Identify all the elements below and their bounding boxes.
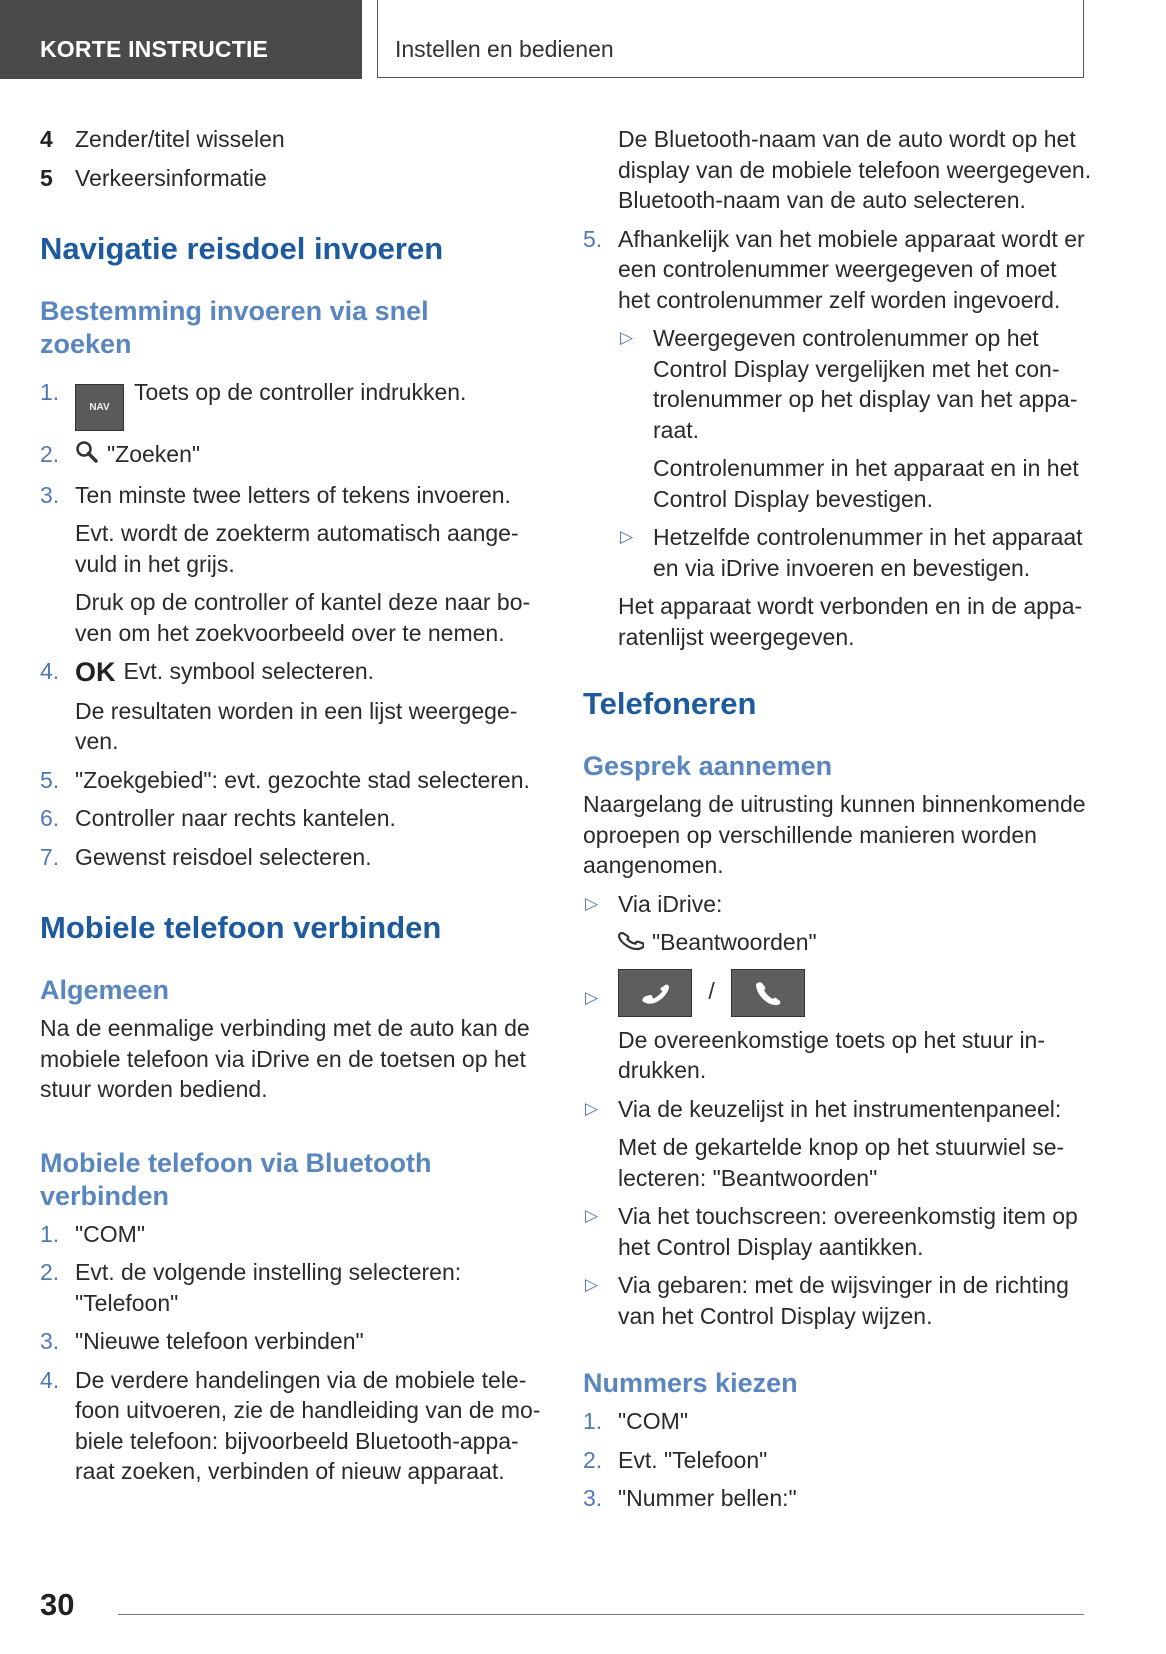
step-number: 2.	[40, 441, 60, 467]
bullet-text: Weergegeven controlenummer op het Control Display vergelijken met het controlenummer op het display van het apparaat.	[653, 325, 1078, 443]
step-item	[40, 480, 545, 511]
step-text: "Zoekgebied": evt. gezochte stad selecteren.	[75, 766, 530, 793]
heading-quick-search: Bestemming invoeren via snel zoeken	[40, 296, 429, 359]
step-item	[40, 803, 545, 834]
bullet-item	[583, 1094, 1093, 1125]
heading-navigation: Navigatie reisdoel invoeren	[40, 231, 444, 266]
ok-icon: OK	[75, 657, 116, 688]
bullet-note: Met de gekartelde knop op het stuurwiel selecteren: "Beantwoorden"	[618, 1134, 1065, 1191]
bullet-item	[583, 889, 1093, 920]
step-number: 2.	[583, 1446, 603, 1473]
step-text: "Nieuwe telefoon verbinden"	[75, 1328, 364, 1355]
step-number: 5.	[583, 225, 603, 252]
step-text: "COM"	[75, 1220, 145, 1247]
nav-button-icon: NAV	[75, 384, 124, 431]
bullet-item	[583, 969, 1093, 1017]
step-item	[40, 656, 545, 688]
paragraph: Na de eenmalige verbinding met de auto kan de mobiele telefoon via iDrive en de toetsen op het stuur worden bediend.	[40, 1015, 530, 1103]
step-number: 4.	[40, 658, 60, 685]
step-number: 1.	[583, 1408, 603, 1435]
phone-handset-icon	[618, 927, 644, 961]
step-text: "Nummer bellen:"	[618, 1485, 797, 1512]
bullet-item	[618, 522, 1093, 583]
step-text: Evt. de volgende instelling selecteren: "Telefoon"	[75, 1259, 462, 1316]
bullet-text: Via iDrive:	[618, 890, 723, 917]
paragraph: Naargelang de uitrusting kunnen binnenkomende oproepen op verschillende manieren worden aangenomen.	[583, 791, 1086, 878]
step-number: 7.	[40, 843, 60, 870]
step-number: 3.	[40, 481, 60, 508]
heading-phoning: Telefoneren	[583, 686, 757, 721]
bullet-note-text: "Beantwoorden"	[652, 929, 817, 955]
step-item	[40, 1219, 545, 1250]
step-item	[583, 1483, 1093, 1514]
chapter-title: Instellen en bedienen	[395, 36, 614, 62]
chapter-tab	[377, 0, 1084, 78]
step-item	[583, 224, 1093, 316]
step-text: De verdere handelingen via de mobiele telefoon uitvoeren, zie de handleiding van de mobiele telefoon: bijvoorbeeld Bluetooth-apparaat zoeken, verbinden of nieuw apparaat.	[75, 1366, 541, 1485]
heading-dial-numbers: Nummers kiezen	[583, 1368, 798, 1399]
step-item	[40, 842, 545, 873]
step-text: "Zoeken"	[107, 441, 201, 467]
step-note: De resultaten worden in een lijst weergegeven.	[75, 697, 518, 755]
step-item	[40, 377, 545, 431]
bullet-icon: ▷	[585, 1098, 599, 1118]
step-number: 3.	[40, 1328, 60, 1355]
search-icon	[75, 440, 99, 472]
bullet-item	[618, 323, 1093, 445]
step-text: Afhankelijk van het mobiele apparaat wordt er een controlenummer weergegeven of moet het controlenummer zelf worden ingevoerd.	[618, 225, 1085, 313]
heading-general: Algemeen	[40, 975, 170, 1006]
step-number: 1.	[40, 1220, 60, 1247]
item-text: Zender/titel wisselen	[75, 126, 285, 152]
bullet-icon: ▷	[620, 527, 634, 546]
separator: /	[708, 977, 715, 1004]
bullet-icon: ▷	[585, 893, 599, 913]
left-column	[40, 124, 545, 1495]
page-number: 30	[40, 1587, 75, 1622]
step-text: Toets op de controller indrukken.	[134, 379, 467, 405]
bullet-note	[583, 927, 1093, 961]
step-number: 2.	[40, 1259, 60, 1286]
bullet-icon: ▷	[620, 328, 634, 347]
step-text: Gewenst reisdoel selecteren.	[75, 843, 372, 870]
section-title: KORTE INSTRUCTIE	[40, 36, 269, 62]
step-number: 1.	[40, 379, 60, 405]
item-number: 4	[40, 126, 53, 152]
step-note: Druk op de controller of kantel deze naar boven om het zoekvoorbeeld over te nemen.	[75, 589, 531, 646]
bullet-icon: ▷	[585, 1275, 599, 1295]
step-text: "COM"	[618, 1408, 688, 1435]
bullet-text: Via het touchscreen: overeenkomstig item op het Control Display aantikken.	[618, 1203, 1078, 1260]
section-tab	[0, 0, 362, 79]
bullet-note: Controlenummer in het apparaat en in het Control Display bevestigen.	[653, 455, 1079, 512]
step-note: Evt. wordt de zoekterm automatisch aangevuld in het grijs.	[75, 520, 519, 577]
step-item	[40, 1365, 545, 1487]
paragraph: Het apparaat wordt verbonden en in de apparatenlijst weergegeven.	[618, 593, 1083, 650]
step-number: 3.	[583, 1485, 603, 1512]
heading-answer-call: Gesprek aannemen	[583, 751, 833, 781]
step-item	[40, 1326, 545, 1357]
bullet-text: Via gebaren: met de wijsvinger in de richting van het Control Display wijzen.	[618, 1272, 1069, 1329]
step-item	[40, 765, 545, 796]
bullet-item	[583, 1201, 1093, 1262]
item-text: Verkeersinformatie	[75, 164, 267, 191]
step-text: Controller naar rechts kantelen.	[75, 805, 396, 832]
list-item	[40, 163, 545, 194]
footer-divider	[118, 1614, 1084, 1615]
item-number: 5	[40, 164, 53, 191]
bullet-icon: ▷	[585, 987, 599, 1007]
bullet-item	[583, 1270, 1093, 1331]
step-text: Ten minste twee letters of tekens invoeren.	[75, 481, 511, 508]
step-number: 4.	[40, 1366, 60, 1393]
step-item	[40, 1257, 545, 1318]
bullet-text: Hetzelfde controlenummer in het apparaat en via iDrive invoeren en bevestigen.	[653, 524, 1083, 581]
list-item	[40, 124, 545, 155]
paragraph: De Bluetooth-naam van de auto wordt op het display van de mobiele telefoon weergegeven. Bluetooth-naam van de auto selecteren.	[618, 126, 1092, 213]
bullet-icon: ▷	[585, 1206, 599, 1226]
step-number: 5.	[40, 766, 60, 793]
step-item	[40, 439, 545, 472]
step-number: 6.	[40, 805, 60, 832]
bullet-text: Via de keuzelijst in het instrumentenpaneel:	[618, 1095, 1062, 1122]
right-column	[583, 124, 1093, 1522]
step-item	[583, 1406, 1093, 1437]
heading-bluetooth: Mobiele telefoon via Bluetooth verbinden	[40, 1147, 432, 1211]
step-text: Evt. symbool selecteren.	[123, 658, 375, 685]
step-text: Evt. "Telefoon"	[618, 1446, 768, 1473]
step-item	[583, 1445, 1093, 1476]
answer-call-icon	[618, 969, 692, 1017]
end-call-icon	[731, 969, 805, 1017]
heading-mobile-phone: Mobiele telefoon verbinden	[40, 910, 442, 946]
bullet-note: De overeenkomstige toets op het stuur indrukken.	[618, 1026, 1046, 1084]
